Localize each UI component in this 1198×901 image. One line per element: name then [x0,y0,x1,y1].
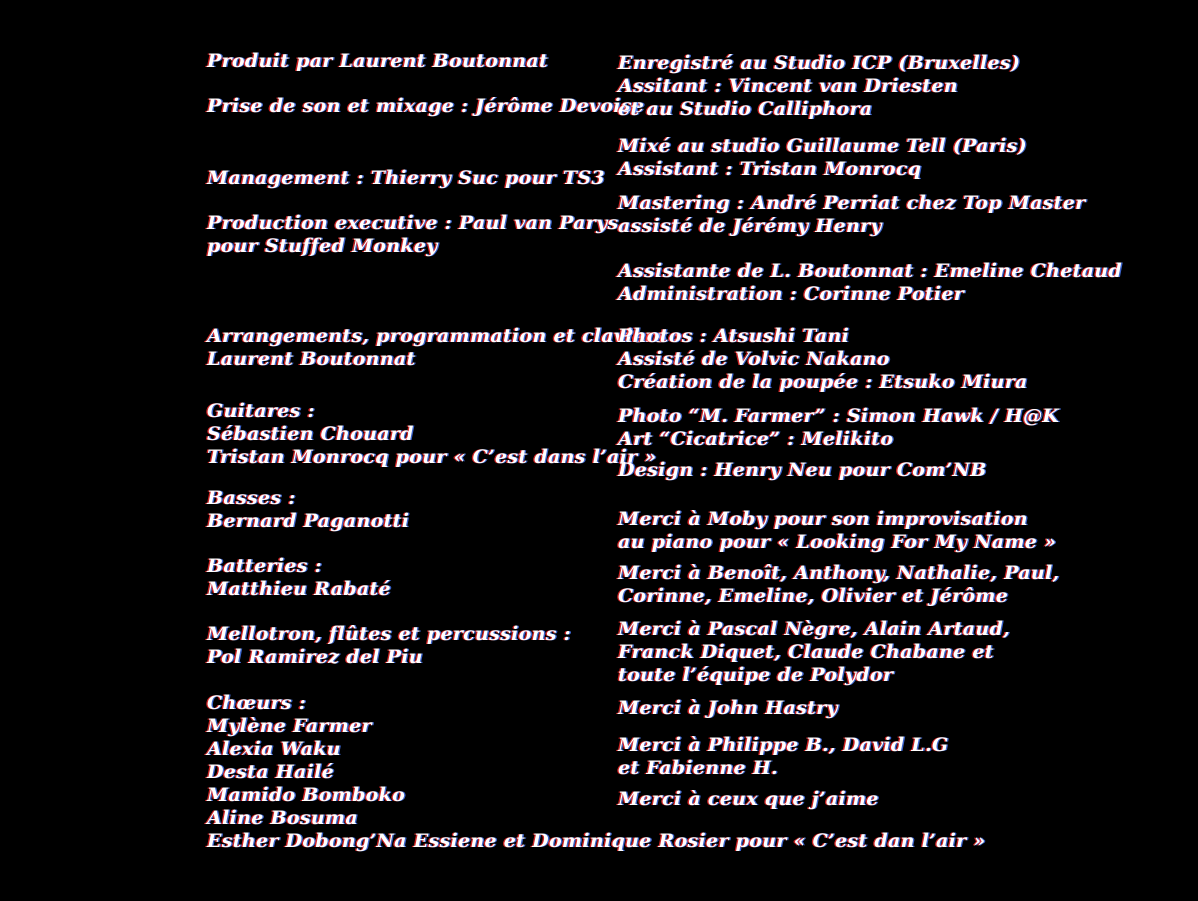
credits-column-right [618,52,1178,811]
credit-line: Mastering : André Perriat chez Top Master [618,192,1086,214]
credit-paragraph [618,459,1178,482]
credit-line: Assistant : Tristan Monrocq [618,158,922,180]
credit-line: Mamido Bomboko [207,784,406,806]
credit-line: pour Stuffed Monkey [207,235,438,257]
credit-line: Production executive : Paul van Parys [207,212,619,234]
credit-paragraph [207,623,627,669]
credit-line: Sébastien Chouard [207,423,414,445]
credit-line: Art “Cicatrice” : Melikito [618,428,894,450]
credit-line: Aline Bosuma [207,807,358,829]
credit-paragraph [618,192,1178,238]
credit-line: Guitares : [207,400,315,422]
credit-line: Tristan Monrocq pour « C’est dans l’air » [207,446,657,468]
credit-line: Corinne, Emeline, Olivier et Jérôme [618,585,1009,607]
credit-paragraph [207,212,627,258]
credit-line: Création de la poupée : Etsuko Miura [618,371,1028,393]
credit-paragraph [207,50,627,73]
credit-line: Esther Dobong’Na Essiene et Dominique Rosier pour « C’est dan l’air » [207,830,986,852]
credit-line: Merci à ceux que j’aime [618,788,879,810]
credit-paragraph [618,562,1178,608]
credit-line: Batteries : [207,555,322,577]
credit-line: assisté de Jérémy Henry [618,215,882,237]
credit-line: et au Studio Calliphora [618,98,873,120]
credit-paragraph [207,555,627,601]
credit-paragraph [207,487,627,533]
credit-line: Management : Thierry Suc pour TS3 [207,167,605,189]
credit-line: et Fabienne H. [618,757,778,779]
credit-line: Assistante de L. Boutonnat : Emeline Chetaud [618,260,1122,282]
credit-paragraph [618,260,1178,306]
credit-line: Mellotron, flûtes et percussions : [207,623,571,645]
credit-line: Administration : Corinne Potier [618,283,965,305]
credit-paragraph [207,95,645,118]
credit-paragraph [618,734,1178,780]
credit-line: Mylène Farmer [207,715,372,737]
credit-paragraph [618,405,1178,451]
credit-paragraph [618,788,1178,811]
credit-line: Mixé au studio Guillaume Tell (Paris) [618,135,1027,157]
credit-paragraph [207,167,627,190]
credit-line: Merci à Benoît, Anthony, Nathalie, Paul, [618,562,1060,584]
credit-paragraph [618,618,1178,687]
credit-line: Arrangements, programmation et claviers : [207,325,681,347]
credit-line: Bernard Paganotti [207,510,410,532]
credit-paragraph [618,697,1178,720]
credit-line: Chœurs : [207,692,307,714]
credit-line: Produit par Laurent Boutonnat [207,50,549,72]
credit-paragraph [618,135,1178,181]
credit-paragraph [618,325,1178,394]
credit-line: Alexia Waku [207,738,341,760]
credit-line: Assitant : Vincent van Driesten [618,75,958,97]
credit-paragraph [618,508,1178,554]
credit-line: toute l’équipe de Polydor [618,664,894,686]
credit-line: Basses : [207,487,296,509]
credit-line: Prise de son et mixage : Jérôme Devoise [207,95,645,117]
credit-line: Photo “M. Farmer” : Simon Hawk / H@K [618,405,1060,427]
credit-line: Pol Ramirez del Piu [207,646,423,668]
credit-line: Merci à Moby pour son improvisation [618,508,1028,530]
credit-line: Photos : Atsushi Tani [618,325,850,347]
credit-line: Laurent Boutonnat [207,348,416,370]
credit-line: Design : Henry Neu pour Com’NB [618,459,987,481]
credit-line: Matthieu Rabaté [207,578,391,600]
credit-line: Merci à Philippe B., David L.G [618,734,949,756]
credit-line: Desta Hailé [207,761,335,783]
credit-line: Assisté de Volvic Nakano [618,348,890,370]
credit-line: Merci à Pascal Nègre, Alain Artaud, [618,618,1010,640]
credit-line: Franck Diquet, Claude Chabane et [618,641,994,663]
credit-line: au piano pour « Looking For My Name » [618,531,1057,553]
credit-paragraph [618,52,1178,121]
credit-paragraph [207,400,657,469]
credit-line: Merci à John Hastry [618,697,838,719]
credit-line: Enregistré au Studio ICP (Bruxelles) [618,52,1021,74]
credit-paragraph [207,325,681,371]
